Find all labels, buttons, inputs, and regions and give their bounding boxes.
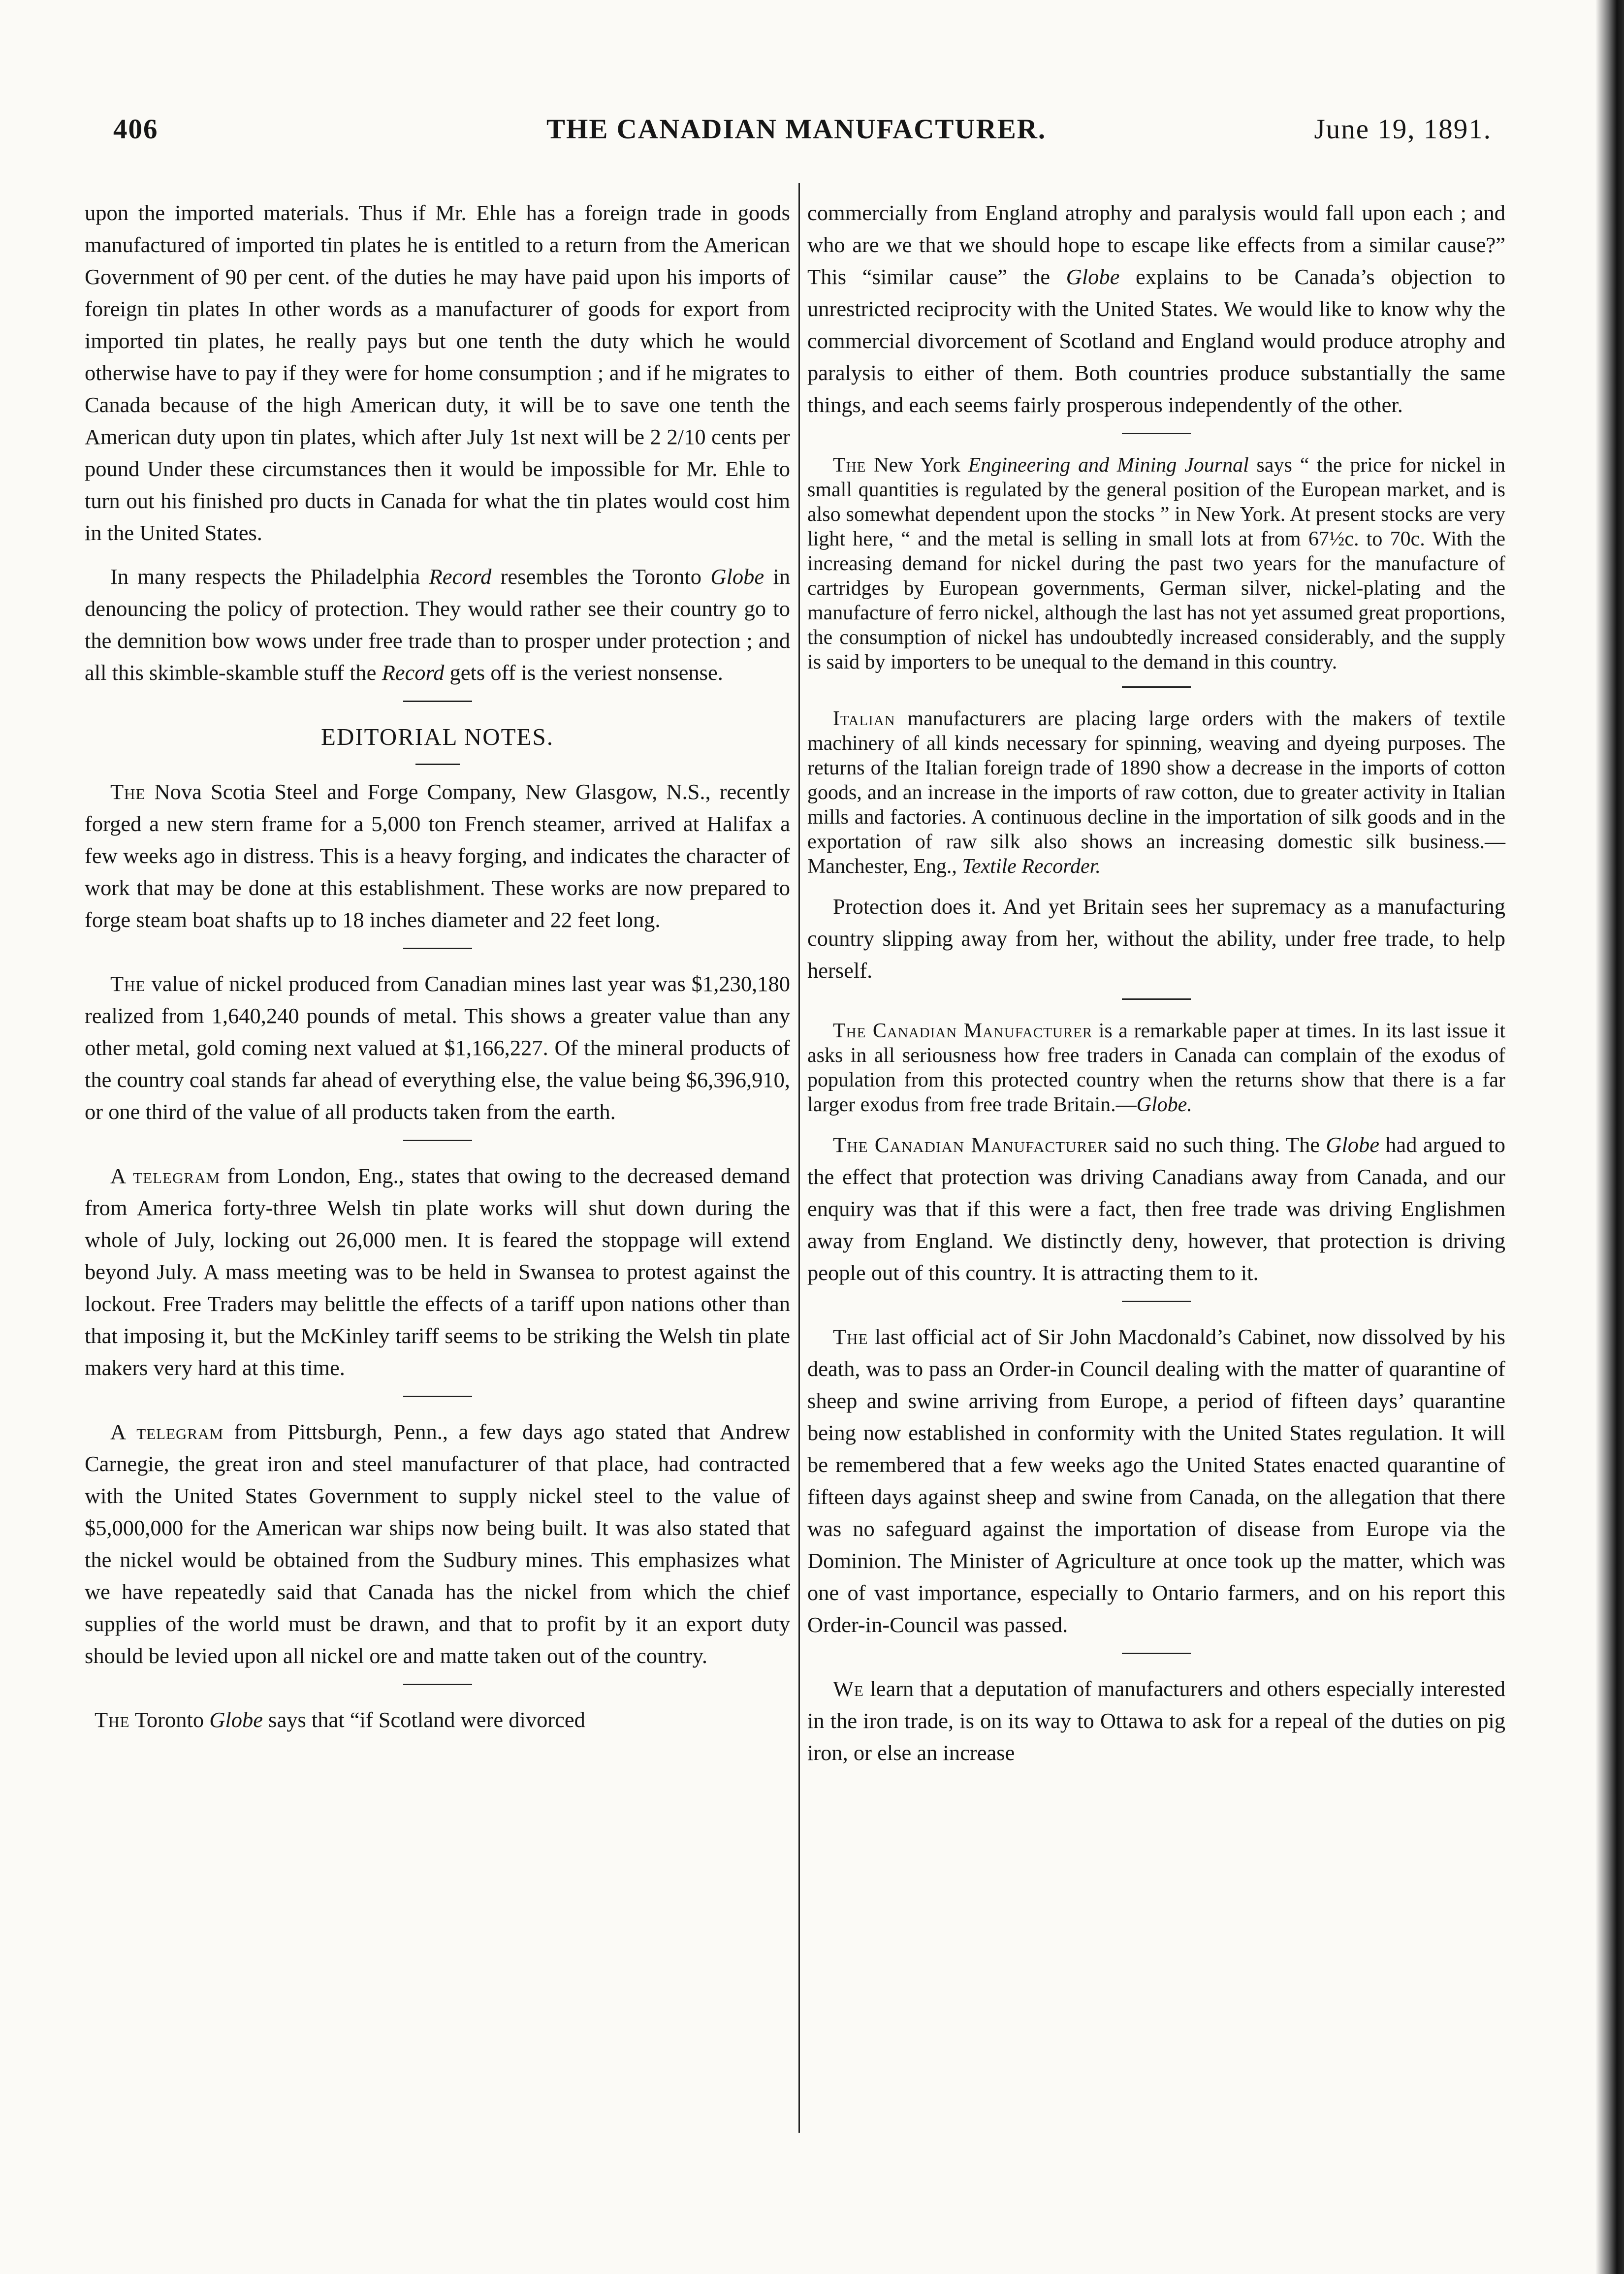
editorial-note: The Toronto Globe says that “if Scotland were divorced [95, 1707, 585, 1732]
section-divider [415, 764, 460, 765]
editorial-note: We learn that a deputation of manufacturers and others especially interested in the iron trade, is on its way to Ottawa to ask for a repeal of the duties on pig iron, or else an increase [807, 1676, 1505, 1765]
publication-title: THE CANADIAN MANUFACTURER. [546, 114, 1047, 145]
section-divider [1122, 433, 1191, 434]
quoted-note: The Canadian Manufacturer is a remarkable paper at times. In its last issue it asks in all seriousness how free traders in Canada can complain of the exodus of population from this protected country when the returns show that there is a far larger exodus from free trade Britain.—Globe. [807, 1020, 1505, 1116]
section-divider [1122, 1653, 1191, 1654]
section-divider [403, 701, 472, 702]
editorial-note: A telegram from Pittsburgh, Penn., a few days ago stated that Andrew Carnegie, the great iron and steel manufacturer of that place, had contracted with the United States Government to supply nickel steel to the value of $5,000,000 for the American war ships now being built. It was also stated that the nickel would be obtained from the Sudbury mines. This emphasizes what we have repeatedly said that Canada has the nickel from which the chief supplies of the world must be drawn, and that to profit by it an export duty should be levied upon all nickel ore and matte taken out of the country. [85, 1419, 790, 1668]
column-divider [798, 183, 800, 2133]
editorial-note: Protection does it. And yet Britain sees her supremacy as a manufacturing country slipping away from her, without the ability, under free trade, to help herself. [807, 894, 1505, 983]
editorial-note: The New York Engineering and Mining Journal says “ the price for nickel in small quantities is regulated by the general position of the European market, and is also somewhat dependent upon the stocks ” in New York. At present stocks are very light here, “ and the metal is selling in small lots at from 67½c. to 70c. With the increasing demand for nickel during the past two years for the manufacture of cartridges by European governments, German silver, nickel-plating and the manufacture of ferro nickel, although the last has not yet assumed great proportions, the consumption of nickel has undoubtedly increased considerably, and the supply is said by importers to be unequal to the demand in this country. [807, 454, 1505, 673]
editorial-note: The value of nickel produced from Canadian mines last year was $1,230,180 realized from 1,640,240 pounds of metal. This shows a greater value than any other metal, gold coming next valued at $1,166,227. Of the mineral products of the country coal stands far ahead of everything else, the value being $6,396,910, or one third of the value of all products taken from the earth. [85, 971, 790, 1124]
editorial-note: The Nova Scotia Steel and Forge Company, New Glasgow, N.S., recently forged a new stern frame for a 5,000 ton French steamer, arrived at Halifax a few weeks ago in distress. This is a heavy forging, and indicates the character of work that may be done at this establishment. These works are now prepared to forge steam boat shafts up to 18 inches diameter and 22 feet long. [85, 779, 790, 932]
section-divider [1122, 686, 1191, 688]
section-divider [1122, 1301, 1191, 1302]
masthead [113, 113, 1492, 158]
left-column [85, 197, 790, 1748]
section-divider [403, 948, 472, 949]
section-divider [1122, 998, 1191, 1000]
editorial-note: Italian manufacturers are placing large orders with the makers of textile machinery of all kinds necessary for spinning, weaving and dyeing purposes. The returns of the Italian foreign trade of 1890 show a decrease in the imports of cotton goods, and an increase in the imports of raw cotton, due to greater activity in Italian mills and factories. A continuous decline in the importation of silk goods and in the exportation of raw silk also shows an increasing domestic silk business.— Manchester, Eng., Textile Recorder. [807, 707, 1505, 878]
article-paragraph: upon the imported materials. Thus if Mr. Ehle has a foreign trade in goods manufactured of imported tin plates he is entitled to a return from the American Government of 90 per cent. of the duties he may have paid upon his imports of foreign tin plates In other words as a manufacturer of goods for export from imported tin plates, he really pays but one tenth the duty which he would otherwise have to pay if they were for home consumption ; and if he migrates to Canada because of the high American duty, it will be to save one tenth the American duty upon tin plates, which after July 1st next will be 2 2/10 cents per pound Under these circumstances then it would be impossible for Mr. Ehle to turn out his finished pro ducts in Canada for what the tin plates would cost him in the United States. [85, 200, 790, 545]
section-heading: EDITORIAL NOTES. [321, 723, 554, 750]
section-divider [403, 1396, 472, 1397]
section-divider [403, 1140, 472, 1141]
article-paragraph: In many respects the Philadelphia Record resembles the Toronto Globe in denouncing the policy of protection. They would rather see their country go to the demnition bow wows under free trade than to prosper under protection ; and all this skimble-skamble stuff the Record gets off is the veriest nonsense. [85, 564, 790, 685]
right-column [807, 197, 1505, 1781]
page-number: 406 [113, 114, 159, 145]
editorial-note: commercially from England atrophy and paralysis would fall upon each ; and who are we that we should hope to escape like effects from a similar cause?” This “similar cause” the Globe explains to be Canada’s objection to unrestricted reciprocity with the United States. We would like to know why the commercial divorcement of Scotland and England would produce atrophy and paralysis to either of them. Both countries produce substantially the same things, and each seems fairly prosperous independently of the other. [807, 200, 1505, 417]
page-binding-edge [1595, 0, 1624, 2274]
editorial-note: A telegram from London, Eng., states that owing to the decreased demand from America forty-three Welsh tin plate works will shut down during the whole of July, locking out 26,000 men. It is feared the stoppage will extend beyond July. A mass meeting was to be held in Swansea to protest against the lockout. Free Traders may belittle the effects of a tariff upon nations other than that imposing it, but the McKinley tariff seems to be striking the Welsh tin plate makers very hard at this time. [85, 1163, 790, 1380]
editorial-note: The Canadian Manufacturer said no such thing. The Globe had argued to the effect that protection was driving Canadians away from Canada, and our enquiry was that if this were a fact, then free trade was driving Englishmen away from England. We distinctly deny, however, that protection is driving people out of this country. It is attracting them to it. [807, 1132, 1505, 1285]
editorial-note: The last official act of Sir John Macdonald’s Cabinet, now dissolved by his death, was to pass an Order-in Council dealing with the matter of quarantine of sheep and swine arriving from Europe, a period of fifteen days’ quarantine being now established in conformity with the United States regulation. It will be remembered that a few weeks ago the United States enacted quarantine of fifteen days against sheep and swine from Canada, on the allegation that there was no safeguard against the importation of disease from Europe via the Dominion. The Minister of Agriculture at once took up the matter, which was one of vast importance, especially to Ontario farmers, and on his report this Order-in-Council was passed. [807, 1324, 1505, 1637]
section-divider [403, 1684, 472, 1685]
issue-date: June 19, 1891. [1314, 114, 1492, 145]
